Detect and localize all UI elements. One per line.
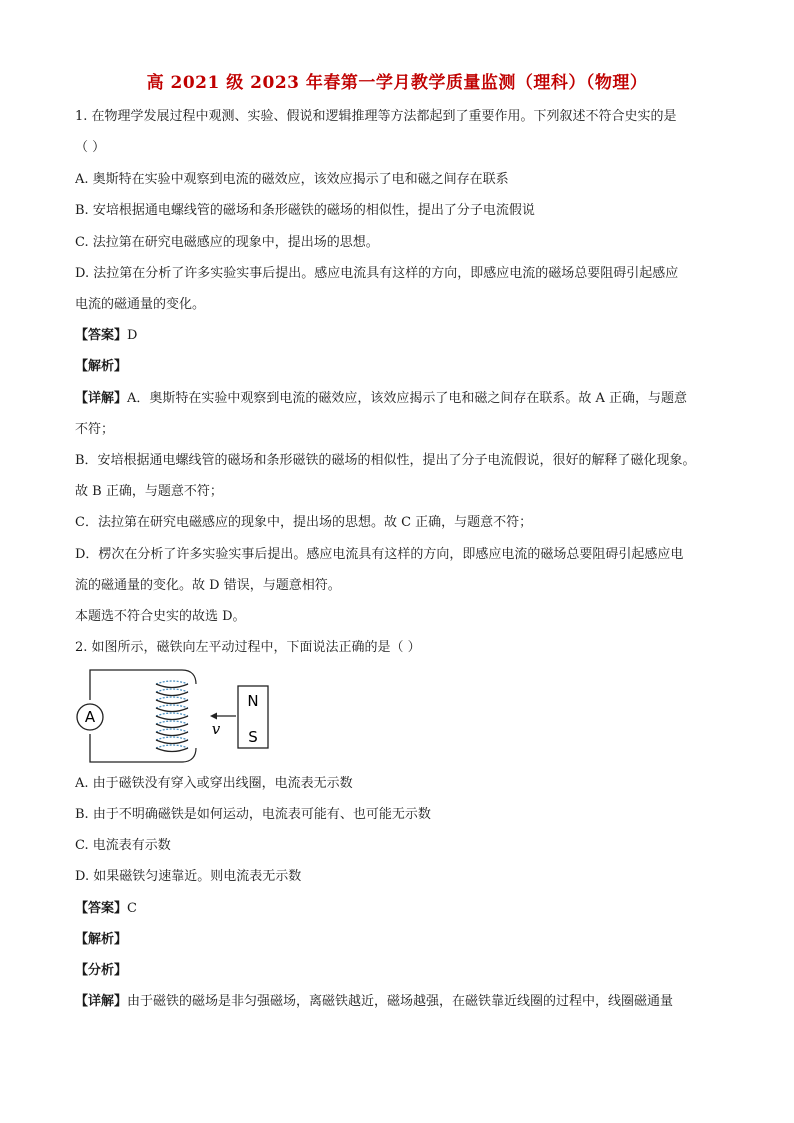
q1-analysis-label: 【解析】 — [75, 359, 128, 374]
velocity-arrow — [210, 713, 236, 739]
q1-detail-text: A．奥斯特在实验中观察到电流的磁效应，该效应揭示了电和磁之间存在联系。故 A 正确，与题意 — [127, 391, 688, 406]
q2-detail-line — [75, 993, 725, 1011]
q2-answer — [75, 900, 725, 918]
q1-detail-line: D．楞次在分析了许多实验实事后提出。感应电流具有这样的方向，即感应电流的磁场总要阻碍引起感应电 — [75, 547, 684, 562]
south-pole-label: S — [248, 728, 258, 746]
q1-option-a: A. 奥斯特在实验中观察到电流的磁效应，该效应揭示了电和磁之间存在联系 — [75, 172, 509, 187]
q1-detail-line: 不符； — [75, 422, 115, 437]
ammeter-label: A — [84, 708, 96, 726]
q1-detail-line: 故 B 正确，与题意不符； — [75, 484, 223, 499]
q1-conclusion: 本题选不符合史实的故选 D。 — [75, 609, 246, 624]
q2-fenxi-label: 【分析】 — [75, 963, 128, 978]
ammeter — [77, 704, 103, 730]
q1-detail-line — [75, 390, 725, 408]
q2-answer-value: C — [127, 901, 137, 916]
north-pole-label: N — [247, 692, 259, 710]
circuit-diagram — [70, 664, 280, 768]
q1-answer-label: 【答案】 — [75, 328, 128, 343]
q1-detail-line: 流的磁通量的变化。故 D 错误，与题意相符。 — [75, 578, 341, 593]
q2-detail-label: 【详解】 — [75, 994, 128, 1009]
q1-detail-line: B．安培根据通电螺线管的磁场和条形磁铁的磁场的相似性，提出了分子电流假说，很好的解释了磁化现象。 — [75, 453, 696, 468]
q2-detail-text: 由于磁铁的磁场是非匀强磁场，离磁铁越近，磁场越强，在磁铁靠近线圈的过程中，线圈磁通量 — [127, 994, 674, 1009]
coil-back-loops — [156, 681, 188, 748]
q1-option-d-line-2: 电流的磁通量的变化。 — [75, 297, 206, 312]
q2-option-d: D. 如果磁铁匀速靠近。则电流表无示数 — [75, 869, 302, 884]
q1-detail-label: 【详解】 — [75, 391, 128, 406]
q2-option-b: B. 由于不明确磁铁是如何运动，电流表可能有、也可能无示数 — [75, 807, 431, 822]
q2-option-a: A. 由于磁铁没有穿入或穿出线圈，电流表无示数 — [75, 776, 353, 791]
q1-detail-line: C．法拉第在研究电磁感应的现象中，提出场的思想。故 C 正确，与题意不符； — [75, 515, 533, 530]
coil-front-loops — [156, 684, 188, 752]
q2-stem: 2. 如图所示，磁铁向左平动过程中，下面说法正确的是（ ） — [75, 640, 421, 655]
q1-answer — [75, 327, 725, 345]
q1-stem-line-2: （ ） — [75, 140, 106, 155]
bar-magnet — [238, 686, 268, 748]
q2-option-c: C. 电流表有示数 — [75, 838, 171, 853]
solenoid-coil — [156, 670, 196, 762]
q1-option-c: C. 法拉第在研究电磁感应的现象中，提出场的思想。 — [75, 235, 379, 250]
q2-analysis-label: 【解析】 — [75, 932, 128, 947]
coil-lead-top — [182, 670, 196, 684]
velocity-label: v — [211, 720, 221, 738]
circuit-figure — [70, 664, 280, 768]
q2-answer-label: 【答案】 — [75, 901, 128, 916]
q1-option-d-line-1: D. 法拉第在分析了许多实验实事后提出。感应电流具有这样的方向，即感应电流的磁场总要阻碍引起感应 — [75, 266, 679, 281]
page-title: 高 2021 级 2023 年春第一学月教学质量监测（理科）（物理） — [146, 73, 648, 93]
arrow-head — [210, 713, 217, 720]
q1-answer-value: D — [127, 328, 138, 343]
bottom-wire — [90, 734, 182, 762]
q1-option-b: B. 安培根据通电螺线管的磁场和条形磁铁的磁场的相似性，提出了分子电流假说 — [75, 203, 535, 218]
q1-stem-line-1: 1. 在物理学发展过程中观测、实验、假说和逻辑推理等方法都起到了重要作用。下列叙述不符合史实的是 — [75, 109, 677, 124]
